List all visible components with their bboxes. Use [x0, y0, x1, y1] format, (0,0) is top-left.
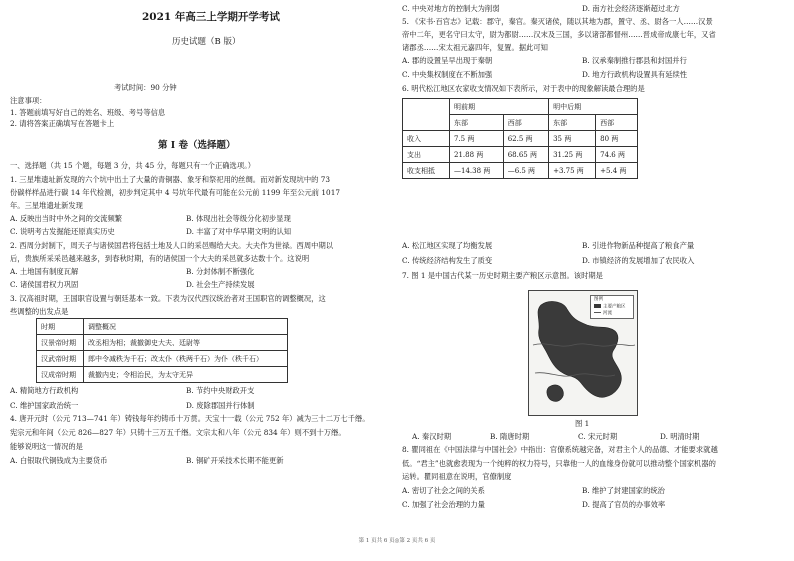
table-cell: 31.25 两 [549, 147, 596, 163]
q6-option-c[interactable]: C. 传统经济结构发生了质变 [402, 256, 493, 265]
q4-line: 能够说明这一情况的是 [10, 442, 83, 451]
page-footer: 第 1 页共 6 页◎第 2 页共 6 页 [358, 538, 436, 544]
section-title: 第 I 卷（选择题） [158, 140, 236, 151]
q4-option-d[interactable]: D. 南方社会经济逐渐超过北方 [582, 4, 680, 13]
table-header-cell: 西部 [596, 115, 638, 131]
q1-line: 份碳样样品进行碳 14 年代检测，初步判定其中 4 号坑年代最有可能在公元前 1199 年至公元前 1017 [10, 188, 340, 197]
q4-option-b[interactable]: B. 铜矿开采技术长期不能更新 [186, 456, 284, 465]
table-header-cell: 西部 [503, 115, 548, 131]
q6-option-a[interactable]: A. 松江地区实现了均衡发展 [402, 241, 493, 250]
left-column [0, 0, 392, 561]
q6-option-b[interactable]: B. 引进作物新品种提高了粮食产量 [582, 241, 695, 250]
legend-label: 河流 [603, 311, 612, 316]
q3-line: 些调整的出发点是 [10, 307, 69, 316]
table-cell: —14.38 两 [450, 163, 504, 179]
q2-option-b[interactable]: B. 分封体制不断强化 [186, 267, 255, 276]
legend-item-grain [594, 304, 626, 310]
table-cell: 68.65 两 [503, 147, 548, 163]
q7-option-d[interactable]: D. 明清时期 [660, 432, 700, 441]
table-cell: 80 两 [596, 131, 638, 147]
q3-table [36, 318, 288, 383]
exam-subtitle: 历史试题（B 版） [172, 37, 241, 47]
table-cell: 21.88 两 [450, 147, 504, 163]
q6-table [402, 98, 638, 179]
legend-label: 主要产粮区 [603, 304, 626, 310]
q8-option-a[interactable]: A. 密切了社会之间的关系 [402, 486, 485, 495]
table-cell: 汉成帝时期 [37, 367, 84, 383]
grain-region-shape [547, 385, 563, 401]
q1-option-b[interactable]: B. 体现出社会等级分化初步显现 [186, 214, 291, 223]
grain-region-map [528, 290, 638, 416]
table-cell: 郎中令减秩为千石；改太仆（秩两千石）为仆（秩千石） [84, 351, 288, 367]
q2-line: 2. 西周分封制下，周天子与诸侯国君将包括土地及人口的采邑赐给大夫。大夫作为世禄。西周中期以 [10, 241, 334, 250]
table-cell: 7.5 两 [450, 131, 504, 147]
table-header-cell: 东部 [549, 115, 596, 131]
q2-line: 后，贵族所采采邑越来越多，到春秋时期，有的诸侯国一个大夫的采邑就多达数十个。这说明 [10, 254, 310, 263]
q1-option-a[interactable]: A. 反映出当时中外之间的交流频繁 [10, 214, 123, 223]
table-row [403, 131, 638, 147]
q3-line: 3. 汉高祖时期，王国职官设置与朝廷基本一致。下表为汉代西汉统治者对王国职官的调整概况，这 [10, 294, 326, 303]
table-row [403, 147, 638, 163]
q6-line: 6. 明代松江地区农家收支情况如下表所示，对于表中的现象解读最合理的是 [402, 84, 645, 93]
table-cell: —6.5 两 [503, 163, 548, 179]
q5-option-d[interactable]: D. 地方行政机构设置具有延续性 [582, 70, 688, 79]
q8-line: 运转。瞿同祖意在说明，官僚制度 [402, 472, 512, 481]
table-header-row [37, 319, 288, 335]
q7-line: 7. 图 1 是中国古代某一历史时期主要产粮区示意图。该时期是 [402, 271, 603, 280]
q6-option-d[interactable]: D. 市镇经济的发展增加了农民收入 [582, 256, 695, 265]
q1-line: 1. 三星堆遗址新发现的六个坑中出土了大量的青铜器、象牙和祭祀用的丝绸。而对新发现坑中的 73 [10, 175, 331, 184]
table-header-row [403, 99, 638, 115]
table-cell: +5.4 两 [596, 163, 638, 179]
q5-line: 帝中二年，更名守曰太守，尉为都尉……汉末及三国，多以诸部都督州……晋成帝成康七年，又省 [402, 30, 716, 39]
q4-line: 4. 唐开元时（公元 713—741 年）铸钱每年约铸币十万贯。天宝十一载（公元 752 年）减为三十二万七千缗。 [10, 414, 370, 423]
table-cell: 74.6 两 [596, 147, 638, 163]
figure-caption: 图 1 [575, 419, 590, 428]
q8-option-b[interactable]: B. 维护了封建国家的统治 [582, 486, 665, 495]
q3-option-b[interactable]: B. 节约中央财政开支 [186, 386, 255, 395]
notice-item: 1. 答题前填写好自己的姓名、班级、考号等信息 [10, 108, 166, 117]
q8-option-d[interactable]: D. 提高了官员的办事效率 [582, 500, 666, 509]
map-legend [590, 295, 634, 319]
q2-option-d[interactable]: D. 社会生产持续发展 [186, 280, 255, 289]
q7-option-c[interactable]: C. 宋元时期 [578, 432, 618, 441]
table-cell: 汉景帝时期 [37, 335, 84, 351]
q8-option-c[interactable]: C. 加强了社会治理的力量 [402, 500, 485, 509]
q2-option-a[interactable]: A. 土地国有制度瓦解 [10, 267, 79, 276]
q4-option-a[interactable]: A. 白银取代铜钱成为主要货币 [10, 456, 108, 465]
table-row [37, 367, 288, 383]
table-cell: 裁撤内史；令相治民，为太守无异 [84, 367, 288, 383]
table-header-cell: 明前期 [450, 99, 549, 115]
q8-line: 8. 瞿同祖在《中国法律与中国社会》中指出：官僚系统越完备，对君主个人的品德、才能要求就越 [402, 445, 718, 454]
table-header-cell [403, 99, 450, 131]
q3-option-d[interactable]: D. 废除郡国并行体制 [186, 401, 255, 410]
legend-item-river [594, 311, 612, 316]
q7-option-b[interactable]: B. 隋唐时期 [490, 432, 530, 441]
notice-heading: 注意事项： [10, 96, 47, 105]
exam-duration: 考试时间：90 分钟 [114, 83, 177, 92]
river-swatch [594, 312, 601, 313]
table-row [37, 335, 288, 351]
table-cell: 支出 [403, 147, 450, 163]
table-header-cell: 明中后期 [549, 99, 638, 115]
q5-option-a[interactable]: A. 郡的设置呈早出现于秦朝 [402, 56, 493, 65]
q4-line: 宪宗元和年间（公元 826—827 年）只铸十三万五千缗。文宗太和八年（公元 834 年）则不到十万缗。 [10, 428, 346, 437]
q5-option-b[interactable]: B. 汉承秦制推行郡县和封国并行 [582, 56, 687, 65]
table-cell: 收支相抵 [403, 163, 450, 179]
table-cell: 收入 [403, 131, 450, 147]
table-cell: 改丞相为相；裁撤御史大夫、廷尉等 [84, 335, 288, 351]
q5-line: 5. 《宋书·百官志》记载：郡守，秦官。秦灭诸侯，随以其地为郡，置守、丞、尉各一人……汉景 [402, 17, 713, 26]
q4-option-c[interactable]: C. 中央对地方的控制大为削弱 [402, 4, 500, 13]
q3-option-c[interactable]: C. 维护国家政治统一 [10, 401, 79, 410]
table-header-cell: 时期 [37, 319, 84, 335]
exam-title: 2021 年高三上学期开学考试 [142, 11, 280, 23]
section-intro: 一、选择题（共 15 个题，每题 3 分，共 45 分，每题只有一个正确选项。） [10, 161, 256, 170]
q8-line: 低。“君主”也就愈表现为一个纯粹的权力符号，只靠他一人的血缘身份就可以推动整个国家机器的 [402, 459, 716, 468]
table-header-cell: 东部 [450, 115, 504, 131]
q5-option-c[interactable]: C. 中央集权制度在不断加强 [402, 70, 493, 79]
table-cell: 62.5 两 [503, 131, 548, 147]
table-cell: +3.75 两 [549, 163, 596, 179]
table-row [403, 163, 638, 179]
table-header-cell: 调整概况 [84, 319, 288, 335]
table-cell: 35 两 [549, 131, 596, 147]
notice-item: 2. 请将答案正确填写在答题卡上 [10, 119, 115, 128]
table-row [37, 351, 288, 367]
q7-option-a[interactable]: A. 秦汉时期 [412, 432, 452, 441]
q3-option-a[interactable]: A. 精简地方行政机构 [10, 386, 79, 395]
table-cell: 汉武帝时期 [37, 351, 84, 367]
legend-title: 图例 [594, 297, 603, 302]
q5-line: 诸郡丞……宋太祖元嘉四年，复置。据此可知 [402, 43, 548, 52]
q2-option-c[interactable]: C. 诸侯国君权力巩固 [10, 280, 79, 289]
q1-line: 年。三星堆遗址新发现 [10, 201, 83, 210]
q1-option-d[interactable]: D. 丰富了对中华早期文明的认知 [186, 227, 292, 236]
grain-swatch [594, 304, 601, 308]
q1-option-c[interactable]: C. 说明考古发掘能还原真实历史 [10, 227, 115, 236]
